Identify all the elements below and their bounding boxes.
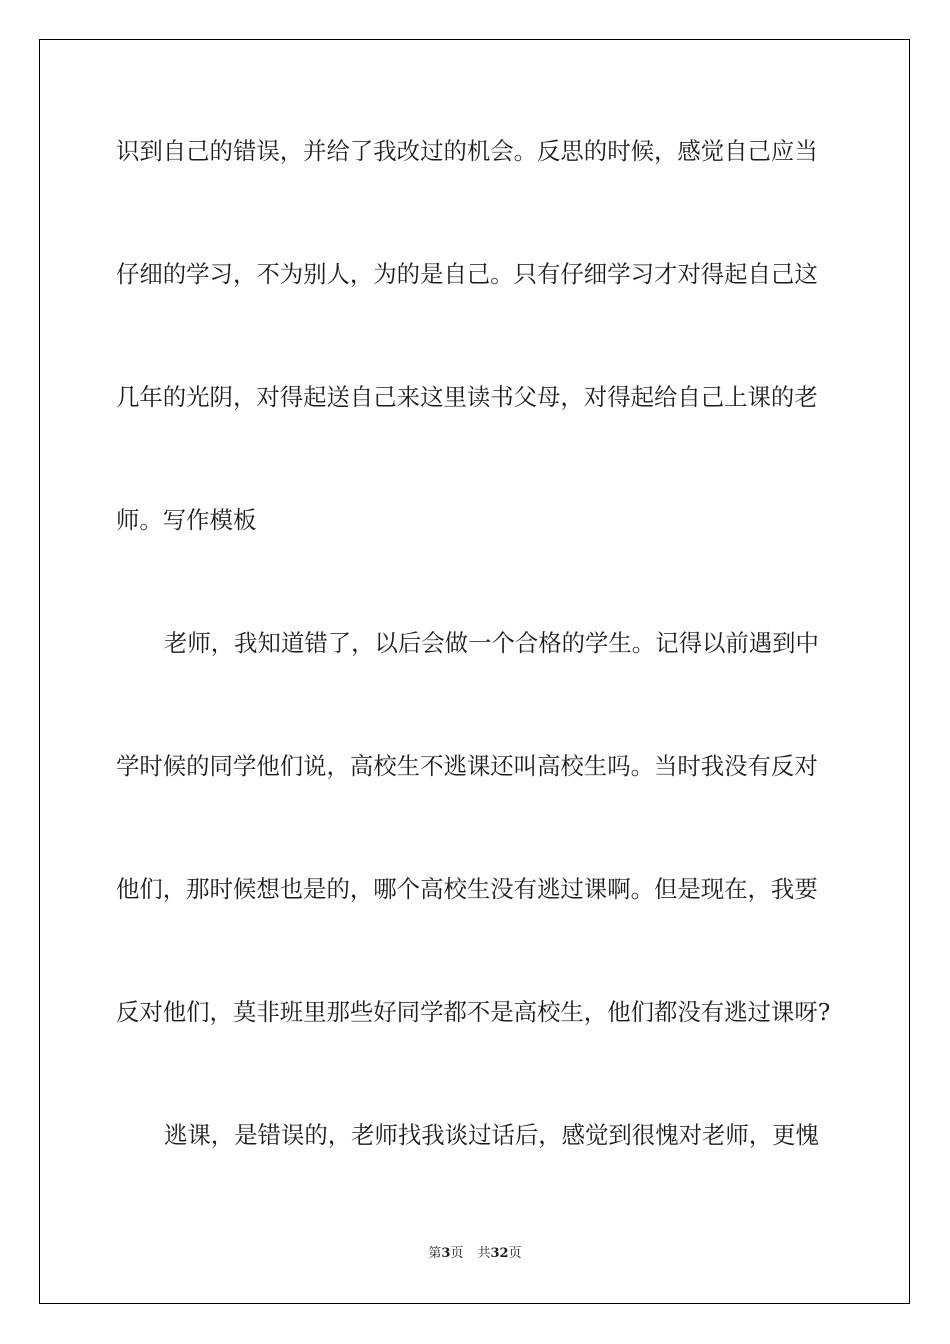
page-suffix: 页 (450, 1246, 464, 1261)
text-line: 仔细的学习，不为别人，为的是自己。只有仔细学习才对得起自己这 (116, 260, 818, 288)
total-page-count: 32 (490, 1246, 509, 1261)
text-line: 几年的光阴，对得起送自己来这里读书父母，对得起给自己上课的老 (116, 383, 818, 411)
text-line: 逃课，是错误的，老师找我谈过话后，感觉到很愧对老师，更愧 (164, 1121, 819, 1149)
current-page-number: 3 (441, 1246, 451, 1261)
page-footer (0, 1245, 950, 1263)
text-line: 反对他们，莫非班里那些好同学都不是高校生，他们都没有逃过课呀? (116, 998, 831, 1026)
text-line: 学时候的同学他们说，高校生不逃课还叫高校生吗。当时我没有反对 (116, 752, 818, 780)
text-line: 老师，我知道错了，以后会做一个合格的学生。记得以前遇到中 (164, 629, 819, 657)
page-prefix: 第 (428, 1246, 442, 1261)
total-suffix: 页 (508, 1246, 522, 1261)
text-line: 识到自己的错误，并给了我改过的机会。反思的时候，感觉自己应当 (116, 137, 818, 165)
total-prefix: 共 (477, 1246, 491, 1261)
text-line: 他们，那时候想也是的，哪个高校生没有逃过课啊。但是现在，我要 (116, 875, 818, 903)
text-line: 师。写作模板 (116, 506, 257, 534)
